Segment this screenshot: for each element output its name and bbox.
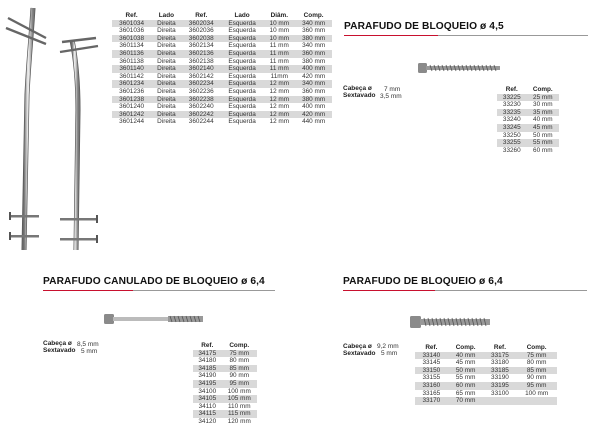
table-cell: 12 mm [263, 111, 295, 119]
table-cell: 115 mm [222, 410, 257, 418]
screw45-title-rule [344, 35, 438, 36]
table-cell: Esquerda [221, 96, 264, 104]
screw45-title: PARAFUDO DE BLOQUEIO ø 4,5 [344, 21, 504, 32]
table-cell: 33250 [502, 131, 521, 139]
table-cell: 60 mm [533, 146, 553, 154]
table-cell: 11 mm [269, 57, 289, 65]
table-cell: 40 mm [533, 116, 553, 124]
table-row [415, 359, 557, 367]
table-row [193, 372, 257, 380]
screw45-col-length: Comp. [532, 86, 553, 93]
table-cell: 120 mm [227, 417, 251, 425]
table-cell: 420 mm [302, 72, 326, 80]
table-cell: 40 mm [448, 352, 484, 360]
table-cell: Esquerda [221, 111, 264, 119]
table-cell: 95 mm [222, 380, 257, 388]
table-cell: 3601034 [112, 20, 151, 28]
table-cell: Esquerda [221, 35, 264, 43]
screw64-value-hex: 5 mm [381, 350, 398, 357]
table-cell: 33195 [484, 382, 517, 390]
table-cell: 33155 [422, 374, 441, 382]
table-cell [484, 397, 517, 405]
table-cell: 34100 [198, 387, 217, 395]
table-cell: 11mm [270, 72, 288, 80]
table-cell: 340 mm [295, 20, 332, 28]
table-row [112, 103, 332, 111]
table-cell: 3602244 [188, 118, 214, 126]
table-row [112, 42, 332, 50]
cannulated64-title-rule-grey [133, 290, 275, 291]
table-cell: Esquerda [228, 87, 256, 95]
screw45-image [418, 62, 502, 74]
cannulated64-value-hex: 5 mm [81, 348, 98, 355]
table-cell: 34190 [198, 372, 217, 380]
table-cell: 55 mm [455, 374, 476, 382]
table-cell: 50 mm [533, 131, 553, 139]
table-cell: 11 mm [263, 65, 295, 73]
screw45-label-head: Cabeça ø [343, 85, 372, 92]
table-cell: 11 mm [263, 50, 295, 58]
table-row [497, 109, 559, 117]
table-cell: 34180 [198, 357, 217, 365]
table-cell: 12 mm [263, 80, 295, 88]
table-cell: 380 mm [302, 57, 326, 65]
table-cell: Direita [157, 103, 176, 111]
table-cell: 3602236 [188, 87, 214, 95]
table-cell: Direita [151, 35, 181, 43]
table-cell: 45 mm [455, 359, 476, 367]
table-cell: Esquerda [228, 57, 256, 65]
table-row [415, 382, 557, 390]
table-cell: 3601236 [119, 87, 145, 95]
table-cell: 3602038 [182, 35, 221, 43]
table-cell: 10 mm [263, 35, 295, 43]
table-cell: 3601142 [119, 72, 144, 80]
table-cell: 3601234 [112, 80, 151, 88]
table-cell: 3602242 [182, 111, 221, 119]
table-cell: 3602034 [182, 20, 221, 28]
table-cell: 12 mm [263, 96, 295, 104]
table-cell: 95 mm [516, 382, 557, 390]
table-row [112, 80, 332, 88]
table-cell: Esquerda [228, 27, 256, 35]
table-row [193, 410, 257, 418]
table-cell: 105 mm [222, 395, 257, 403]
table-cell: 3602238 [182, 96, 221, 104]
table-row [112, 20, 332, 28]
screw45-table [497, 86, 559, 154]
nail-left-screw-1 [8, 18, 46, 38]
cannulated64-label-hex: Sextavado [43, 347, 76, 354]
cannulated64-value-head: 8,5 mm [77, 341, 99, 348]
screw64-label-head: Cabeça ø [343, 343, 372, 350]
table-cell: 33140 [415, 352, 448, 360]
table-row [497, 132, 559, 140]
table-row [415, 367, 557, 375]
table-cell: 34115 [193, 410, 222, 418]
table-cell: 33230 [502, 101, 521, 109]
nail-col-length: Comp. [303, 12, 324, 19]
table-cell: Esquerda [221, 20, 264, 28]
screw45-value-head: 7 mm [384, 86, 401, 93]
table-cell: 75 mm [222, 350, 257, 358]
table-cell: 440 mm [302, 118, 326, 126]
table-cell: 70 mm [448, 397, 484, 405]
table-cell: 85 mm [516, 367, 557, 375]
table-cell: 75 mm [516, 352, 557, 360]
table-cell: 360 mm [295, 50, 332, 58]
table-cell: 3601244 [119, 118, 145, 126]
table-row [497, 124, 559, 132]
table-cell: 100 mm [227, 387, 251, 395]
table-row [415, 352, 557, 360]
table-cell: 12 mm [269, 118, 290, 126]
table-cell: 3602036 [188, 27, 214, 35]
table-cell: 400 mm [295, 65, 332, 73]
table-row [112, 88, 332, 96]
table-row [112, 50, 332, 58]
screw64-col-length-1: Comp. [455, 344, 476, 351]
table-row [112, 27, 332, 35]
table-cell: 3601038 [112, 35, 151, 43]
table-row [193, 388, 257, 396]
table-cell: 11 mm [269, 42, 289, 50]
table-cell: 33225 [497, 94, 527, 102]
table-cell: 33165 [422, 389, 441, 397]
table-cell: 90 mm [526, 374, 547, 382]
nail-col-side-left: Lado [234, 12, 250, 19]
cannulated64-title: PARAFUDO CANULADO DE BLOQUEIO ø 6,4 [43, 276, 265, 287]
nail-col-diameter: Diâm. [270, 12, 288, 19]
screw64-title-rule [343, 290, 435, 291]
table-cell: Esquerda [228, 103, 256, 111]
table-cell: 360 mm [302, 87, 326, 95]
table-row [415, 397, 557, 405]
table-cell: 12 mm [269, 87, 290, 95]
table-cell: Direita [157, 42, 176, 50]
table-cell: 80 mm [229, 357, 250, 365]
table-cell: 30 mm [533, 101, 553, 109]
table-row [112, 118, 332, 126]
table-cell: Direita [151, 80, 181, 88]
table-row [112, 58, 332, 66]
table-cell: 33240 [502, 116, 521, 124]
table-cell: 33175 [484, 352, 517, 360]
table-cell: 33180 [491, 359, 509, 367]
table-cell: 33245 [497, 124, 527, 132]
table-cell: Esquerda [228, 118, 256, 126]
table-row [497, 116, 559, 124]
table-cell: Direita [157, 72, 176, 80]
table-cell: 3602140 [182, 65, 221, 73]
screw45-col-ref: Ref. [505, 86, 518, 93]
table-cell: 33255 [497, 139, 527, 147]
cannulated64-table-body [193, 350, 257, 426]
table-cell: 360 mm [302, 27, 326, 35]
nail-illustration [0, 0, 110, 260]
table-cell: Esquerda [228, 42, 256, 50]
screw64-title-rule-grey [435, 290, 587, 291]
table-cell: 3601036 [119, 27, 145, 35]
table-cell: 90 mm [229, 372, 250, 380]
table-row [193, 418, 257, 426]
table-row [497, 101, 559, 109]
screw64-image [410, 315, 492, 329]
table-cell: Direita [151, 111, 181, 119]
table-row [193, 357, 257, 365]
screw64-title: PARAFUDO DE BLOQUEIO ø 6,4 [343, 276, 503, 287]
table-cell: 3602240 [188, 103, 214, 111]
screw64-col-ref-1: Ref. [425, 344, 438, 351]
table-cell: 60 mm [448, 382, 484, 390]
table-cell: 3601238 [112, 96, 151, 104]
table-cell: Direita [151, 20, 181, 28]
table-cell: 33145 [422, 359, 441, 367]
table-cell: 34195 [193, 380, 222, 388]
screw45-title-rule-grey [438, 35, 588, 36]
table-cell: 3601140 [112, 65, 151, 73]
table-cell: Direita [157, 57, 176, 65]
table-row [193, 403, 257, 411]
cannulated64-label-head: Cabeça ø [43, 340, 72, 347]
table-cell: 65 mm [455, 389, 476, 397]
table-cell: 50 mm [448, 367, 484, 375]
table-cell: 340 mm [295, 80, 332, 88]
table-row [193, 365, 257, 373]
table-cell: 12 mm [269, 103, 290, 111]
table-cell: 3601240 [119, 103, 145, 111]
table-row [112, 111, 332, 119]
nail-right-screw-1 [62, 38, 96, 42]
table-row [497, 139, 559, 147]
table-row [193, 350, 257, 358]
table-cell: 3601138 [119, 57, 144, 65]
table-row [112, 35, 332, 43]
table-cell: 33160 [415, 382, 448, 390]
table-cell: 3602234 [182, 80, 221, 88]
table-row [415, 374, 557, 382]
table-cell: 34185 [193, 365, 222, 373]
nail-col-ref-right: Ref. [125, 12, 138, 19]
nail-table-body [112, 20, 332, 126]
table-cell: 3602134 [188, 42, 214, 50]
table-row [112, 96, 332, 104]
table-cell: 85 mm [222, 365, 257, 373]
table-cell: 34105 [193, 395, 222, 403]
screw64-col-ref-2: Ref. [493, 344, 506, 351]
table-cell: Direita [157, 87, 176, 95]
table-row [415, 390, 557, 398]
table-cell: 33100 [491, 389, 509, 397]
screw64-label-hex: Sextavado [343, 350, 376, 357]
nail-table [112, 12, 332, 126]
table-row [497, 94, 559, 102]
table-cell [516, 397, 557, 405]
table-cell: 3602142 [188, 72, 214, 80]
table-cell: 340 mm [302, 42, 326, 50]
table-cell: 33260 [502, 146, 521, 154]
table-cell: 34175 [193, 350, 222, 358]
table-cell: 45 mm [527, 124, 559, 132]
table-cell: 34120 [198, 417, 217, 425]
table-cell: Direita [157, 27, 176, 35]
cannulated64-table [193, 342, 257, 426]
table-cell: Direita [151, 65, 181, 73]
table-row [112, 73, 332, 81]
table-row [497, 147, 559, 155]
table-cell: 55 mm [527, 139, 559, 147]
screw64-table [415, 344, 557, 405]
cannulated64-image [104, 313, 204, 325]
nail-right-screw-2 [60, 46, 98, 52]
table-cell: 420 mm [295, 111, 332, 119]
table-cell: 33190 [491, 374, 509, 382]
screw64-value-head: 9,2 mm [377, 343, 399, 350]
table-cell: 3601242 [112, 111, 151, 119]
table-cell: 25 mm [527, 94, 559, 102]
cannulated64-title-rule [43, 290, 133, 291]
table-cell: Esquerda [221, 65, 264, 73]
table-cell: 110 mm [227, 402, 251, 410]
table-cell: Esquerda [221, 50, 264, 58]
nail-col-side-right: Lado [158, 12, 175, 19]
table-cell: 34110 [198, 402, 216, 410]
table-cell: 80 mm [526, 359, 547, 367]
table-row [193, 395, 257, 403]
screw45-table-body [497, 94, 559, 155]
table-cell: 380 mm [295, 35, 332, 43]
table-cell: Direita [157, 118, 176, 126]
screw64-table-body [415, 352, 557, 405]
table-cell: 3602136 [182, 50, 221, 58]
table-cell: 380 mm [295, 96, 332, 104]
screw64-col-length-2: Comp. [526, 344, 547, 351]
table-cell: 3601136 [112, 50, 151, 58]
screw45-label-hex: Sextavado [343, 92, 376, 99]
table-cell: 33235 [497, 109, 527, 117]
table-cell: 33150 [415, 367, 448, 375]
nail-col-ref-left: Ref. [195, 12, 208, 19]
table-row [112, 65, 332, 73]
table-cell: Direita [151, 50, 181, 58]
table-cell: 100 mm [525, 389, 549, 397]
table-cell: 35 mm [527, 109, 559, 117]
table-cell: Esquerda [221, 80, 264, 88]
table-cell: 400 mm [302, 103, 326, 111]
table-cell: 10 mm [269, 27, 290, 35]
table-cell: 10 mm [263, 20, 295, 28]
table-cell: 33170 [415, 397, 448, 405]
cannulated64-col-ref: Ref. [201, 342, 214, 349]
table-row [193, 380, 257, 388]
table-cell: 33185 [484, 367, 517, 375]
table-cell: 3602138 [188, 57, 214, 65]
table-cell: Direita [151, 96, 181, 104]
table-cell: 3601134 [119, 42, 144, 50]
table-cell: Esquerda [228, 72, 256, 80]
screw45-value-hex: 3,5 mm [380, 93, 402, 100]
cannulated64-col-length: Comp. [229, 342, 250, 349]
